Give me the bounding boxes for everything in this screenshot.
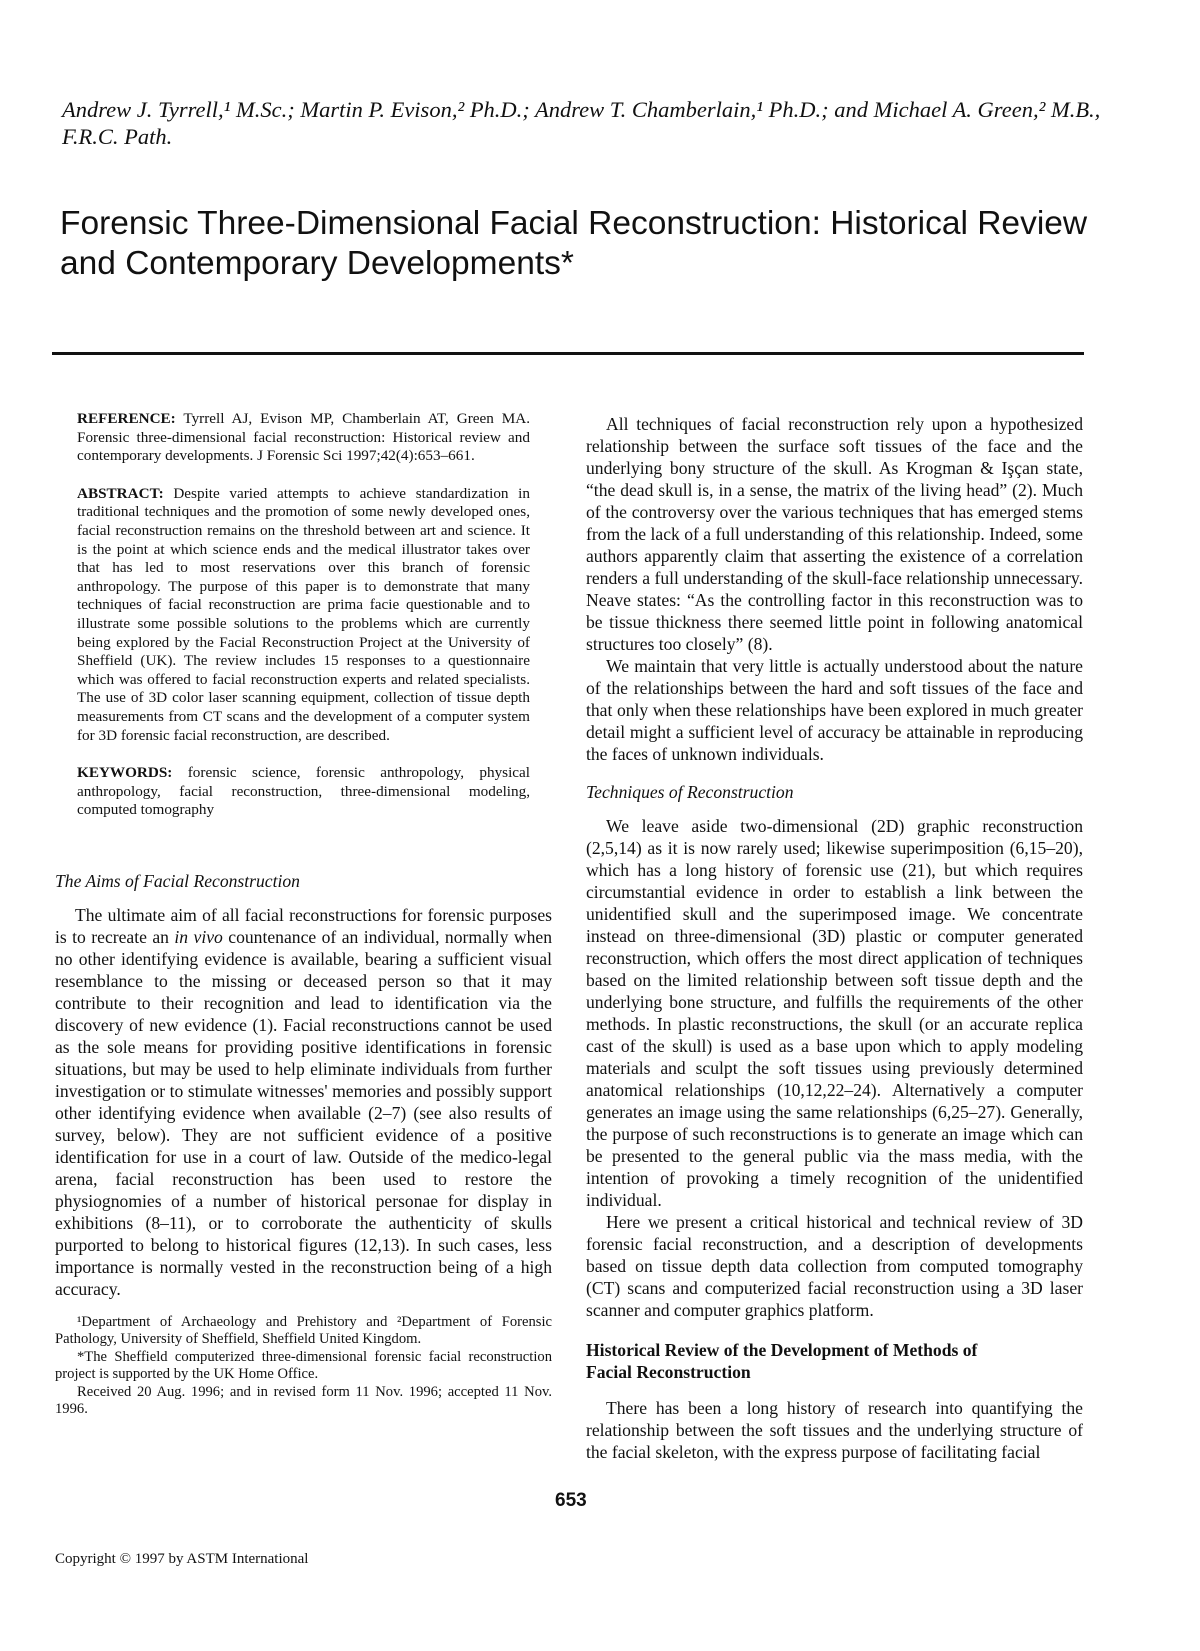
- footnote-affiliations: ¹Department of Archaeology and Prehistory and ²Department of Forensic Pathology, University of Sheffield, Sheffield United Kingdom.: [55, 1313, 552, 1348]
- footnote-received: Received 20 Aug. 1996; and in revised form 11 Nov. 1996; accepted 11 Nov. 1996.: [55, 1383, 552, 1418]
- left-column: [55, 410, 552, 1419]
- paragraph: There has been a long history of research into quantifying the relationship between the soft tissues and the underlying structure of the facial skeleton, with the express purpose of facilitating facial: [586, 1398, 1083, 1462]
- reference: REFERENCE: Tyrrell AJ, Evison MP, Chamberlain AT, Green MA. Forensic three-dimensional facial reconstruction: Historical review and contemporary developments. J Forensic Sci 1997;42(4):653–661.: [77, 410, 530, 465]
- paper-title: Forensic Three-Dimensional Facial Reconstruction: Historical Review and Contemporary Developments*: [60, 205, 1088, 282]
- paragraph: Here we present a critical historical and technical review of 3D forensic facial reconstruction, and a description of developments based on tissue depth data collection from computed tomography (CT) scans and computerized facial reconstruction using a 3D laser scanner and computer graphics platform.: [586, 1212, 1083, 1320]
- paragraph: All techniques of facial reconstruction rely upon a hypothesized relationship between the surface soft tissues of the face and the underlying bony structure of the skull. As Krogman & Işçan state, “the dead skull is, in a sense, the matrix of the living head” (2). Much of the controversy over the various techniques that has emerged stems from the lack of a full understanding of this relationship. Indeed, some authors apparently claim that asserting the existence of a correlation renders a full understanding of the skull-face relationship unnecessary. Neave states: “As the controlling factor in this reconstruction was to be tissue thickness there seemed little point in following anatomical structures too closely” (8).: [586, 414, 1083, 654]
- paragraph: We leave aside two-dimensional (2D) graphic reconstruction (2,5,14) as it is now rarely used; likewise superimposition (6,15–20), which has a long history of forensic use (21), but which requires circumstantial evidence in order to establish a link between the unidentified skull and the superimposed image. We concentrate instead on three-dimensional (3D) plastic or computer generated reconstruction, which offers the most direct application of techniques based on the limited relationship between soft tissue depth and the underlying bone structure, and fulfills the requirements of the other methods. In plastic reconstructions, the skull (or an accurate replica cast of the skull) is used as a base upon which to apply modeling materials and sculpt the soft tissues using previously determined anatomical relationships (10,12,22–24). Alternatively a computer generates an image using the same relationships (6,25–27). Generally, the purpose of such reconstructions is to generate an image which can be presented to the general public via the mass media, with the intention of provoking a timely recognition of the unidentified individual.: [586, 816, 1083, 1210]
- aims-paragraph: The ultimate aim of all facial reconstructions for forensic purposes is to recreate an in vivo countenance of an individual, normally when no other identifying evidence is available, bearing a sufficient visual resemblance to the missing or deceased person so that it may contribute to their recognition and lead to identification via the discovery of new evidence (1). Facial reconstructions cannot be used as the sole means for providing positive identifications in forensic situations, but may be used to help eliminate individuals from further investigation or to stimulate witnesses' memories and possibly support other identifying evidence when available (2–7) (see also results of survey, below). They are not sufficient evidence of a positive identification for use in a court of law. Outside of the medico-legal arena, facial reconstruction has been used to restore the physiognomies of a number of historical personae for display in exhibitions (8–11), or to corroborate the authenticity of skulls purported to belong to historical figures (12,13). In such cases, less importance is normally vested in the reconstruction being of a high accuracy.: [55, 904, 552, 1299]
- keywords: KEYWORDS: forensic science, forensic anthropology, physical anthropology, facial reconstruction, three-dimensional modeling, computed tomography: [77, 764, 530, 819]
- paragraph: We maintain that very little is actually understood about the nature of the relationships between the hard and soft tissues of the face and that only when these relationships have been explored in much greater detail might a sufficient level of accuracy be attainable in reproducing the faces of unknown individuals.: [586, 656, 1083, 764]
- abstract: ABSTRACT: Despite varied attempts to achieve standardization in traditional techniques and the promotion of some newly developed ones, facial reconstruction remains on the threshold between art and science. It is the point at which science ends and the medical illustrator takes over that has led to most reservations over this branch of forensic anthropology. The purpose of this paper is to demonstrate that many techniques of facial reconstruction are prima facie questionable and to illustrate some possible solutions to the problems which are currently being explored by the Facial Reconstruction Project at the University of Sheffield (UK). The review includes 15 responses to a questionnaire which was offered to facial reconstruction experts and related specialists. The use of 3D color laser scanning equipment, collection of tissue depth measurements from CT scans and the development of a computer system for 3D forensic facial reconstruction, are described.: [77, 484, 531, 744]
- right-column: [586, 413, 1083, 1463]
- section-heading-aims: The Aims of Facial Reconstruction: [55, 870, 300, 891]
- authors: Andrew J. Tyrrell,¹ M.Sc.; Martin P. Evison,² Ph.D.; Andrew T. Chamberlain,¹ Ph.D.; and Michael A. Green,² M.B., F.R.C. Path.: [62, 97, 1101, 149]
- page-number: 653: [555, 1490, 587, 1511]
- footnote-support: *The Sheffield computerized three-dimensional forensic facial reconstruction project is supported by the UK Home Office.: [55, 1348, 552, 1383]
- section-heading-techniques: Techniques of Reconstruction: [586, 782, 794, 802]
- header-rule: [52, 352, 1084, 355]
- copyright: Copyright © 1997 by ASTM International: [55, 1551, 309, 1567]
- footnotes: [55, 1314, 552, 1419]
- section-heading-historical: Historical Review of the Development of Methods of Facial Reconstruction: [586, 1340, 978, 1382]
